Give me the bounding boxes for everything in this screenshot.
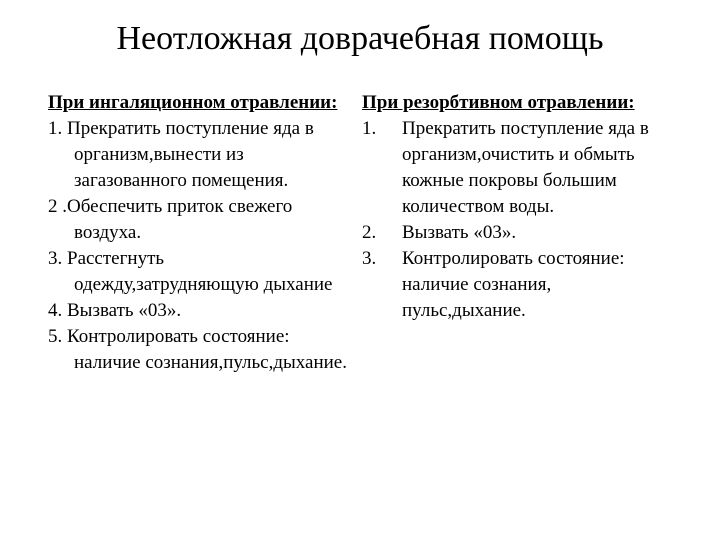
right-item-text: Вызвать «03». [402,222,517,243]
left-column [48,90,348,376]
right-item-text: Прекратить поступление яда в организм,очистить и обмыть кожные покровы большим количеством воды. [402,118,649,217]
right-heading: При резорбтивном отравлении: [362,92,635,113]
left-list-item [48,246,348,298]
slide-title: Неотложная доврачебная помощь [116,20,604,57]
right-list-item [362,220,662,246]
right-list-item [362,116,662,220]
right-list-item [362,246,662,324]
left-item-text: 5. Контролировать состояние: наличие сознания,пульс,дыхание. [48,326,347,373]
right-list [362,116,662,324]
left-item-text: 4. Вызвать «03». [48,300,182,321]
right-item-text: Контролировать состояние: наличие сознания, пульс,дыхание. [402,248,625,321]
left-item-text: 3. Расстегнуть одежду,затрудняющую дыхание [48,248,333,295]
left-list [48,116,348,376]
left-list-item [48,324,348,376]
left-item-text: 1. Прекратить поступление яда в организм,вынести из загазованного помещения. [48,118,314,191]
right-item-number: 3. [362,248,377,269]
left-list-item [48,116,348,194]
right-column [362,90,662,324]
left-list-item [48,298,348,324]
right-item-number: 2. [362,222,377,243]
left-list-item [48,194,348,246]
left-item-text: 2 .Обеспечить приток свежего воздуха. [48,196,293,243]
left-heading: При ингаляционном отравлении: [48,92,338,113]
right-item-number: 1. [362,118,377,139]
